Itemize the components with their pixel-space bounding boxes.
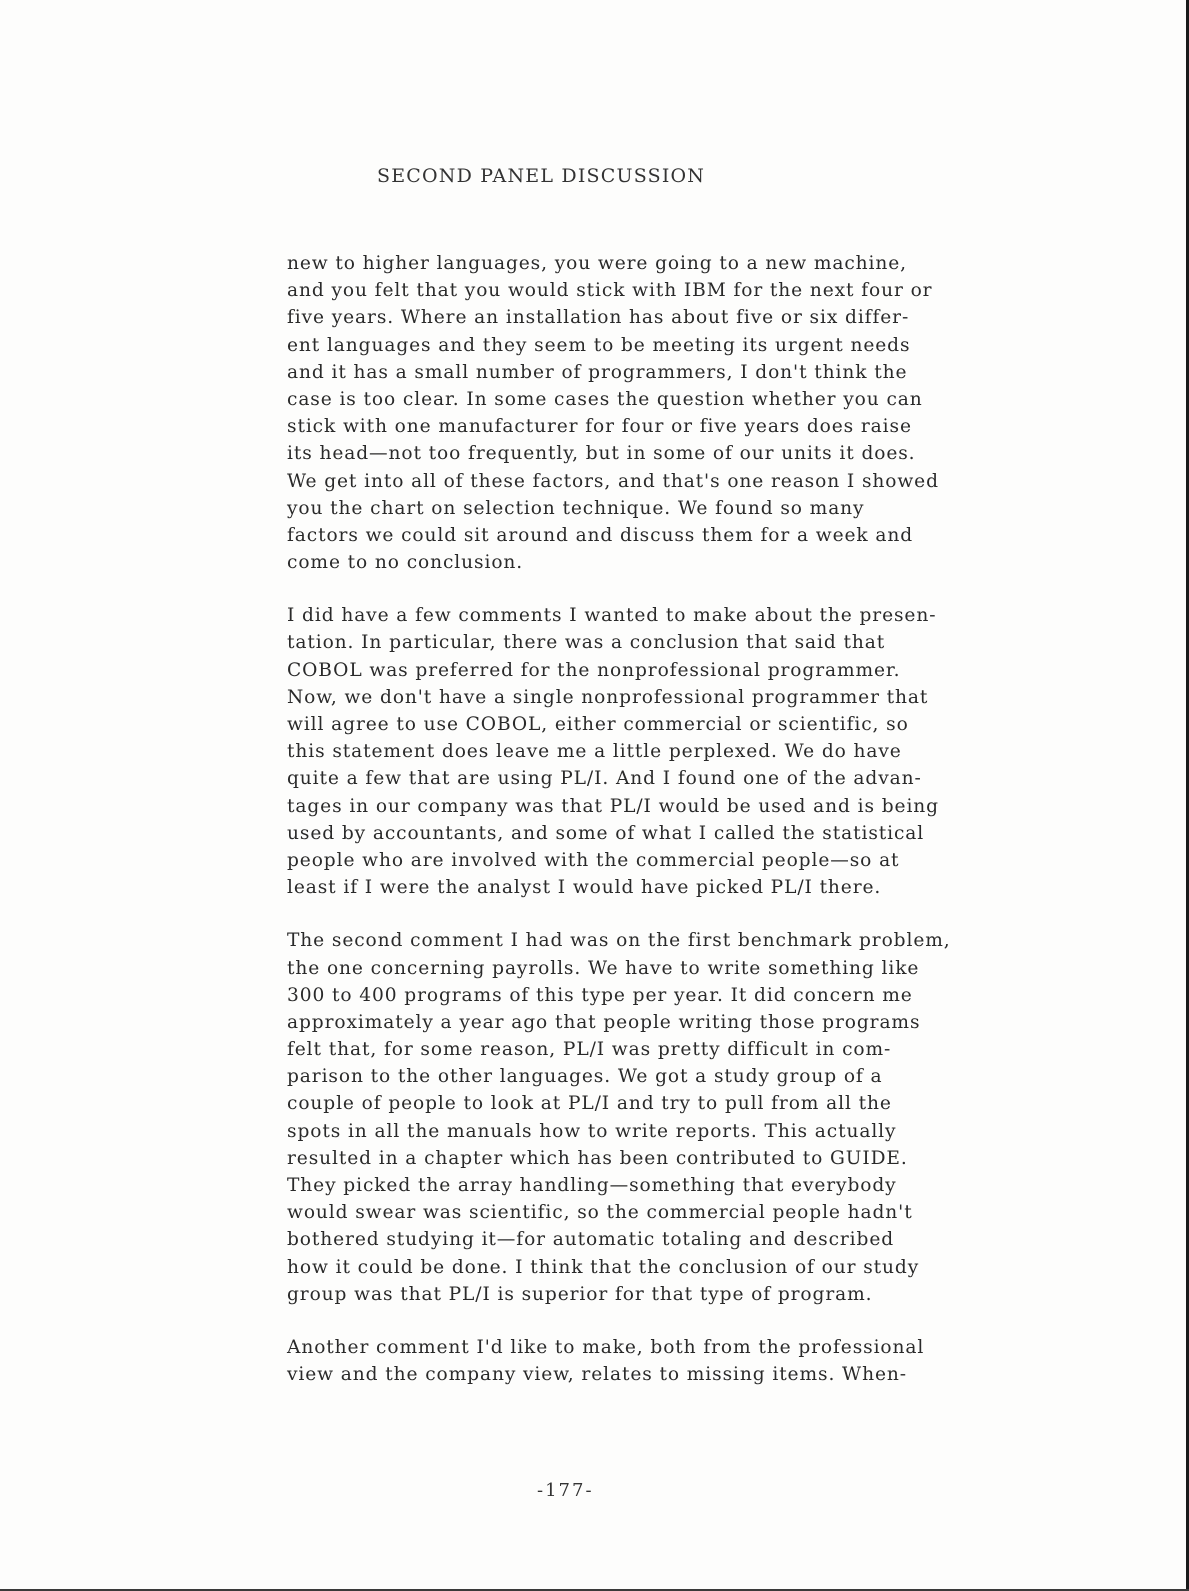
- text-line: new to higher languages, you were going to a new machine,: [287, 253, 907, 274]
- text-line: how it could be done. I think that the conclusion of our study: [287, 1256, 920, 1278]
- text-line: The second comment I had was on the first benchmark problem,: [287, 930, 951, 952]
- text-line: used by accountants, and some of what I called the statistical: [287, 822, 925, 844]
- text-line: view and the company view, relates to missing items. When-: [287, 1364, 907, 1386]
- text-line: you the chart on selection technique. We found so many: [287, 497, 865, 519]
- text-line: approximately a year ago that people writing those programs: [287, 1011, 921, 1033]
- text-line: Another comment I'd like to make, both from the professional: [287, 1336, 925, 1358]
- paragraph: [287, 250, 1067, 576]
- text-line: spots in all the manuals how to write reports. This actually: [287, 1120, 897, 1142]
- text-line: quite a few that are using PL/I. And I found one of the advan-: [287, 768, 922, 790]
- text-line: bothered studying it—for automatic totaling and described: [287, 1229, 895, 1251]
- paragraph: [287, 602, 1067, 901]
- text-line: They picked the array handling—something that everybody: [287, 1175, 897, 1196]
- text-line: couple of people to look at PL/I and try to pull from all the: [287, 1093, 892, 1115]
- text-line: group was that PL/I is superior for that type of program.: [287, 1283, 873, 1305]
- text-line: We get into all of these factors, and that's one reason I showed: [287, 470, 939, 492]
- text-line: 300 to 400 programs of this type per year. It did concern me: [287, 984, 913, 1006]
- text-line: people who are involved with the commercial people—so at: [287, 849, 900, 871]
- text-line: tages in our company was that PL/I would be used and is being: [287, 795, 939, 817]
- text-line: felt that, for some reason, PL/I was pretty difficult in com-: [287, 1039, 892, 1061]
- text-line: its head—not too frequently, but in some of our units it does.: [287, 443, 916, 465]
- text-line: and you felt that you would stick with IBM for the next four or: [287, 280, 933, 302]
- text-line: parison to the other languages. We got a study group of a: [287, 1066, 883, 1088]
- text-line: come to no conclusion.: [287, 552, 524, 574]
- text-line: will agree to use COBOL, either commercial or scientific, so: [287, 714, 909, 735]
- paragraph: [287, 1334, 1067, 1388]
- text-line: COBOL was preferred for the nonprofessional programmer.: [287, 659, 901, 681]
- text-line: tation. In particular, there was a conclusion that said that: [287, 632, 886, 654]
- text-line: I did have a few comments I wanted to make about the presen-: [287, 605, 937, 627]
- text-line: would swear was scientific, so the commercial people hadn't: [287, 1202, 913, 1224]
- text-line: this statement does leave me a little perplexed. We do have: [287, 741, 902, 763]
- text-line: case is too clear. In some cases the question whether you can: [287, 388, 923, 410]
- text-line: and it has a small number of programmers, I don't think the: [287, 361, 908, 383]
- body-text: [287, 250, 1067, 1414]
- running-header: SECOND PANEL DISCUSSION: [377, 165, 706, 187]
- text-line: factors we could sit around and discuss them for a week and: [287, 524, 914, 546]
- text-line: least if I were the analyst I would have picked PL/I there.: [287, 877, 882, 899]
- text-line: five years. Where an installation has about five or six differ-: [287, 307, 910, 329]
- paragraph: [287, 927, 1067, 1308]
- text-line: the one concerning payrolls. We have to write something like: [287, 957, 920, 979]
- text-line: resulted in a chapter which has been contributed to GUIDE.: [287, 1147, 908, 1169]
- text-line: Now, we don't have a single nonprofessional programmer that: [287, 686, 929, 708]
- text-line: ent languages and they seem to be meeting its urgent needs: [287, 334, 911, 356]
- page-number: -177-: [537, 1480, 594, 1501]
- text-line: stick with one manufacturer for four or five years does raise: [287, 416, 912, 438]
